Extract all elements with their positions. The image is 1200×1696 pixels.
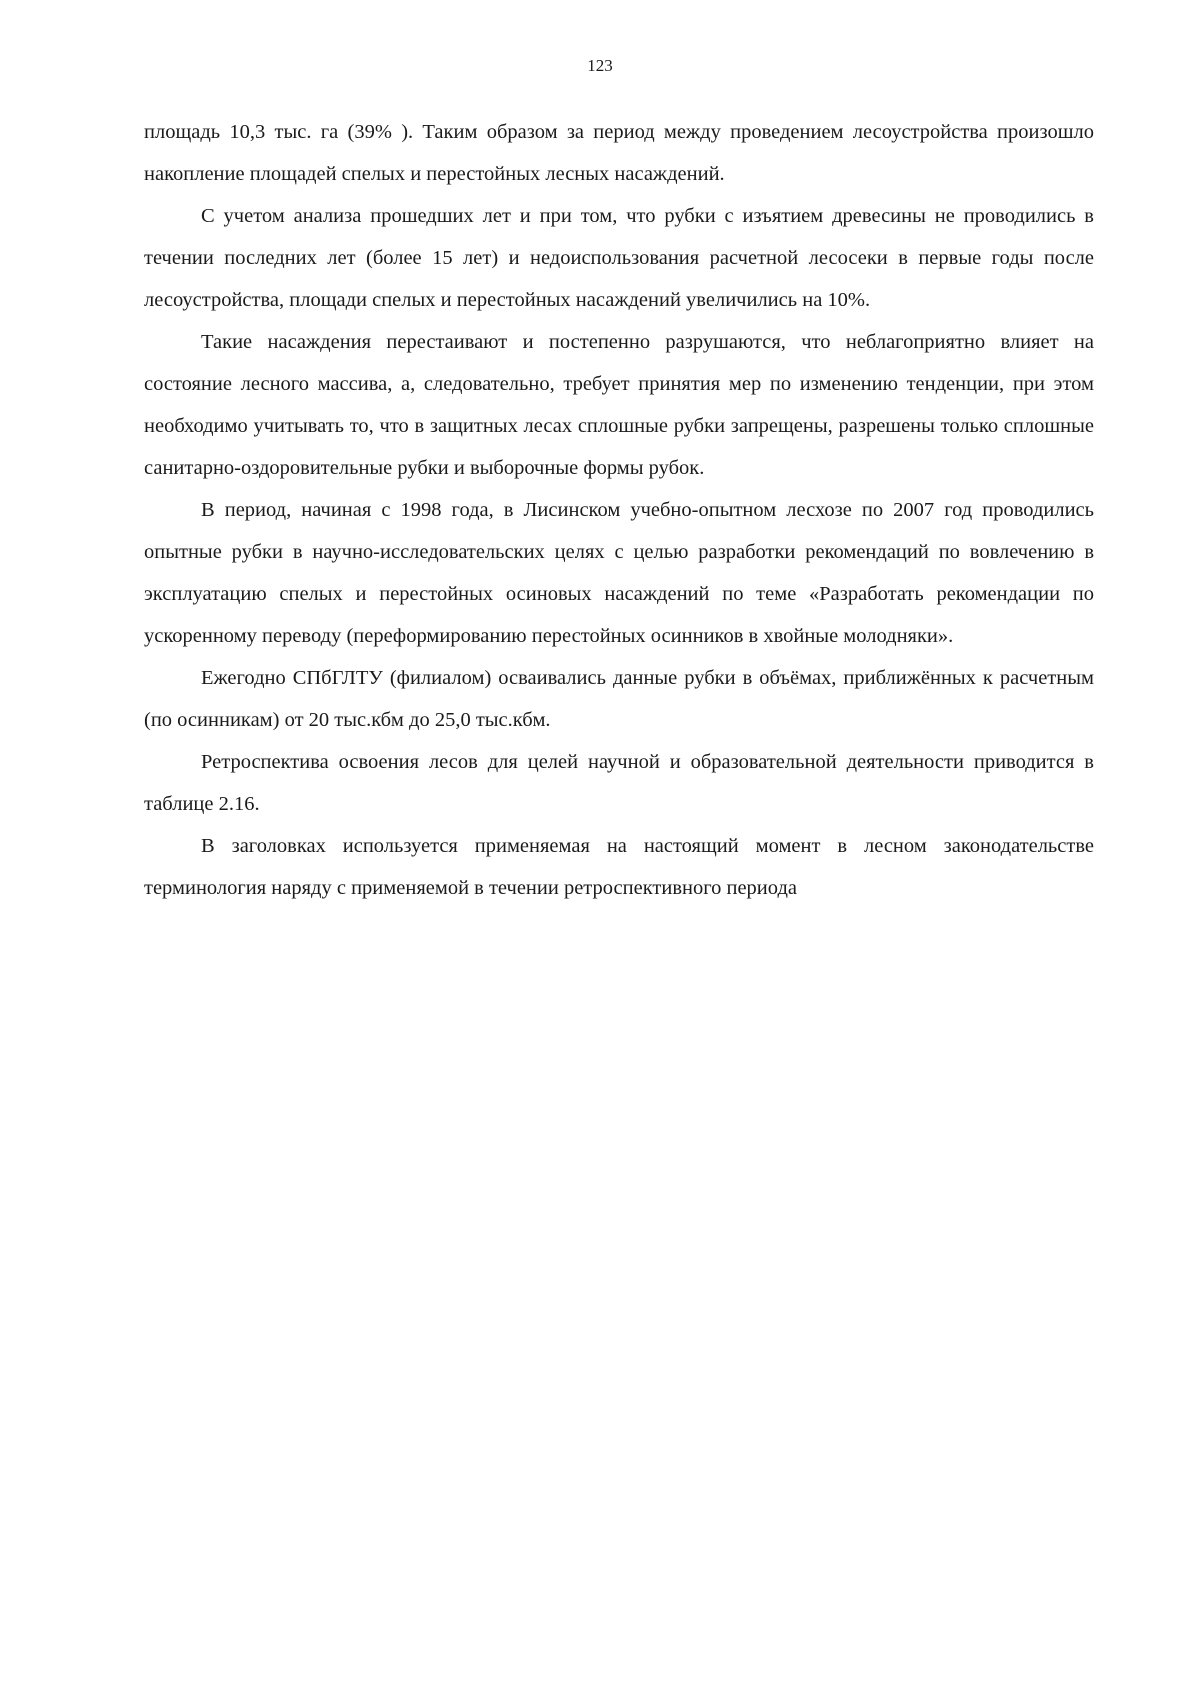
paragraph-2: С учетом анализа прошедших лет и при том, что рубки с изъятием древесины не проводились в течении последних лет (более 15 лет) и недоиспользования расчетной лесосеки в первые годы после лесоустройства, площади спелых и перестойных насаждений увеличились на 10%. xyxy=(144,205,1094,311)
paragraph-3: Такие насаждения перестаивают и постепенно разрушаются, что неблагоприятно влияет на состояние лесного массива, а, следовательно, требует принятия мер по изменению тенденции, при этом необходимо учитывать то, что в защитных лесах сплошные рубки запрещены, разрешены только сплошные санитарно-оздоровительные рубки и выборочные формы рубок. xyxy=(144,331,1094,479)
paragraph-6: Ретроспектива освоения лесов для целей научной и образовательной деятельности приводится в таблице 2.16. xyxy=(144,751,1094,815)
paragraph-1: площадь 10,3 тыс. га (39% ). Таким образом за период между проведением лесоустройства произошло накопление площадей спелых и перестойных лесных насаждений. xyxy=(144,121,1094,185)
paragraph-7: В заголовках используется применяемая на настоящий момент в лесном законодательстве терминология наряду с применяемой в течении ретроспективного периода xyxy=(144,835,1094,899)
page-number: 123 xyxy=(587,56,613,75)
paragraph-5: Ежегодно СПбГЛТУ (филиалом) осваивались данные рубки в объёмах, приближённых к расчетным (по осинникам) от 20 тыс.кбм до 25,0 тыс.кбм. xyxy=(144,667,1094,731)
paragraph-4: В период, начиная с 1998 года, в Лисинском учебно-опытном лесхозе по 2007 год проводились опытные рубки в научно-исследовательских целях с целью разработки рекомендаций по вовлечению в эксплуатацию спелых и перестойных осиновых насаждений по теме «Разработать рекомендации по ускоренному переводу (переформированию перестойных осинников в хвойные молодняки». xyxy=(144,499,1094,647)
body-text xyxy=(144,111,1094,909)
